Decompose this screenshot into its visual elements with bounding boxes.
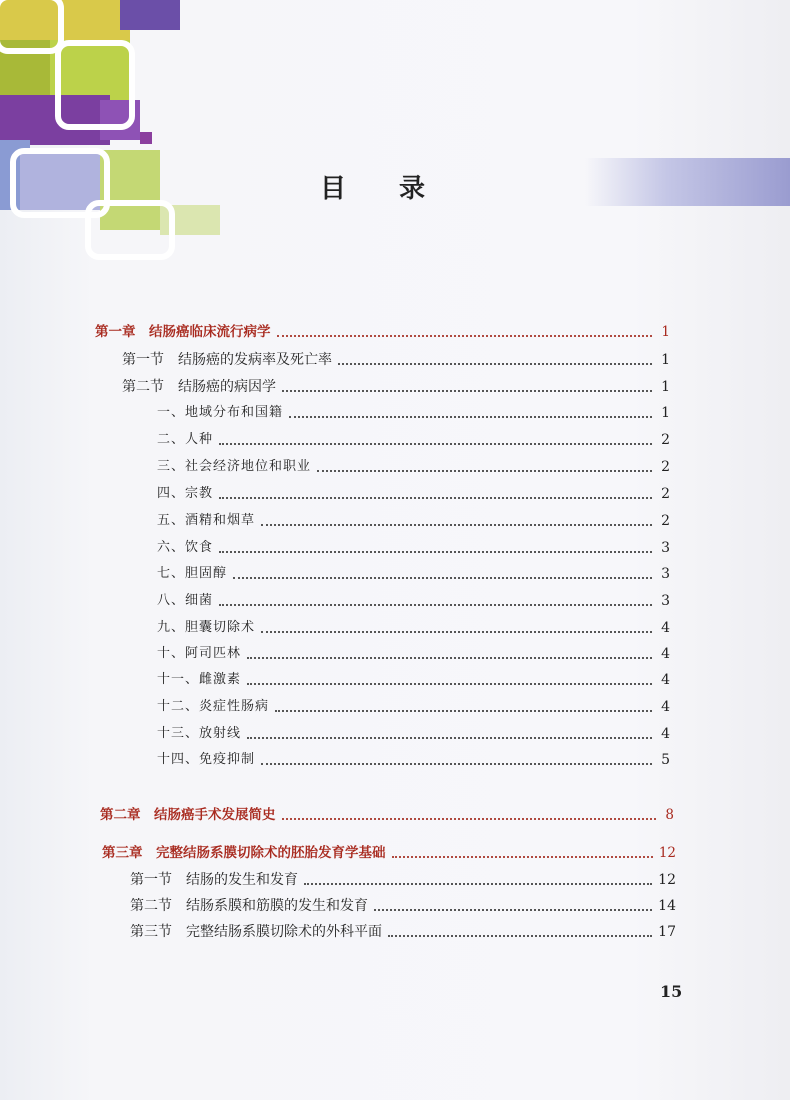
toc-page: 4 [661, 726, 670, 742]
toc-label: 一、地域分布和国籍 [157, 405, 284, 420]
toc-label: 三、社会经济地位和职业 [157, 459, 312, 474]
toc-page: 2 [661, 432, 670, 448]
toc-chapter-1 [95, 323, 670, 341]
dot-leader [219, 497, 652, 499]
dot-leader [247, 683, 652, 685]
toc-page: 2 [661, 513, 670, 529]
toc-page: 1 [661, 324, 670, 340]
toc-item [157, 404, 670, 422]
toc-page: 1 [661, 379, 670, 395]
dot-leader [275, 710, 652, 712]
toc-label: 十一、雌激素 [157, 672, 242, 687]
toc-item [157, 485, 670, 503]
toc-label: 十、阿司匹林 [157, 646, 242, 661]
toc-page: 1 [661, 405, 670, 421]
dot-leader [277, 335, 653, 337]
toc-item [157, 698, 670, 716]
toc-label: 八、细菌 [157, 593, 214, 608]
toc-section-3-3 [130, 923, 676, 941]
dot-leader [219, 551, 652, 553]
toc-item [157, 512, 670, 530]
toc-label: 第一章 结肠癌临床流行病学 [95, 324, 271, 340]
toc-label: 第三节 完整结肠系膜切除术的外科平面 [130, 924, 382, 940]
toc-label: 第一节 结肠癌的发病率及死亡率 [122, 352, 332, 368]
toc-label: 十三、放射线 [157, 726, 242, 741]
toc-item [157, 645, 670, 663]
dot-leader [289, 416, 652, 418]
dot-leader [261, 631, 652, 633]
toc-label: 二、人种 [157, 432, 214, 447]
toc-label: 十四、免疫抑制 [157, 752, 256, 767]
page-number: 15 [660, 982, 683, 1001]
dot-leader [219, 604, 652, 606]
dot-leader [247, 657, 652, 659]
toc-page: 12 [658, 845, 676, 861]
toc-label: 第二章 结肠癌手术发展简史 [100, 807, 276, 823]
toc-label: 五、酒精和烟草 [157, 513, 256, 528]
dot-leader [261, 524, 652, 526]
toc-item [157, 458, 670, 476]
dot-leader [374, 909, 652, 911]
toc-page: 1 [661, 352, 670, 368]
dot-leader [282, 390, 652, 392]
toc-page: 2 [661, 459, 670, 475]
toc-item [157, 671, 670, 689]
toc-page: 3 [661, 540, 670, 556]
toc-page: 3 [661, 566, 670, 582]
toc-label: 七、胆固醇 [157, 566, 228, 581]
toc-chapter-3 [102, 844, 676, 862]
toc-label: 第三章 完整结肠系膜切除术的胚胎发育学基础 [102, 845, 386, 861]
toc-item [157, 431, 670, 449]
toc-label: 第一节 结肠的发生和发育 [130, 872, 298, 888]
toc-page: 3 [661, 593, 670, 609]
dot-leader [219, 443, 652, 445]
toc-item [157, 725, 670, 743]
toc-item [157, 619, 670, 637]
toc-section-3-1 [130, 871, 676, 889]
toc-page: 8 [665, 807, 674, 823]
toc-label: 第二节 结肠癌的病因学 [122, 379, 276, 395]
title-band [585, 158, 790, 206]
toc-section-1-1 [122, 351, 670, 369]
toc-label: 九、胆囊切除术 [157, 620, 256, 635]
corner-decoration [0, 0, 230, 250]
dot-leader [388, 935, 652, 937]
toc-page: 12 [658, 872, 676, 888]
dot-leader [317, 470, 652, 472]
toc-label: 六、饮食 [157, 540, 214, 555]
dot-leader [304, 883, 652, 885]
toc-item [157, 751, 670, 769]
dot-leader [233, 577, 652, 579]
toc-item [157, 565, 670, 583]
toc-page: 4 [661, 646, 670, 662]
toc-page: 14 [658, 898, 676, 914]
page-title: 目 录 [320, 174, 448, 204]
toc-page: 17 [658, 924, 676, 940]
toc-item [157, 539, 670, 557]
dot-leader [247, 737, 652, 739]
toc-page: 2 [661, 486, 670, 502]
toc-page: 4 [661, 672, 670, 688]
toc-section-1-2 [122, 378, 670, 396]
toc-section-3-2 [130, 897, 676, 915]
toc-page: 5 [661, 752, 670, 768]
toc-page: 4 [661, 620, 670, 636]
dot-leader [338, 363, 652, 365]
toc-label: 第二节 结肠系膜和筋膜的发生和发育 [130, 898, 368, 914]
toc-item [157, 592, 670, 610]
toc-chapter-2 [100, 806, 674, 824]
toc-page: 4 [661, 699, 670, 715]
dot-leader [282, 818, 657, 820]
dot-leader [261, 763, 652, 765]
dot-leader [392, 856, 653, 858]
toc-label: 四、宗教 [157, 486, 214, 501]
toc-label: 十二、炎症性肠病 [157, 699, 270, 714]
